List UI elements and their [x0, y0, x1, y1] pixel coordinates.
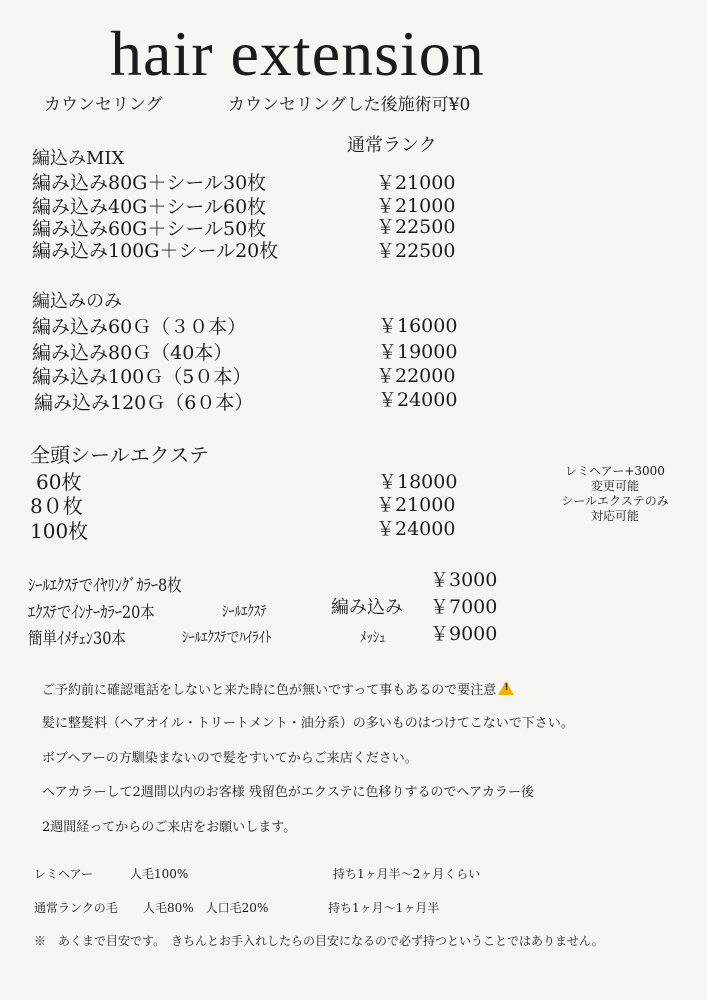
menu-item-name: 編み込み60G＋シール50枚: [32, 218, 267, 240]
menu-item-price: ￥21000: [376, 195, 456, 217]
section-heading-seal: 全頭シールエクステ: [30, 443, 209, 467]
menu-item-price: ￥19000: [378, 341, 458, 363]
menu-item-name: 編み込み100G＋シール20枚: [32, 240, 279, 262]
notice-line: 髪に整髪料（ヘアオイル・トリートメント・油分系）の多いものはつけてこないで下さい。: [42, 716, 574, 731]
menu-item-name: 編み込み80Ｇ（40本）: [32, 342, 233, 364]
notice-line: 2週間経ってからのご来店をお願いします。: [42, 820, 297, 835]
menu-item-price: ￥24000: [378, 389, 458, 411]
extra-item-name: ｴｸｽﾃでｲﾝﾅｰｶﾗｰ20本: [28, 603, 155, 623]
notice-line: ヘアカラーして2週間以内のお客様 残留色がエクステに色移りするのでヘアカラー後: [42, 785, 534, 800]
menu-item-price: ￥22000: [376, 365, 456, 387]
menu-item-name: 編み込み80G＋シール30枚: [32, 172, 267, 194]
menu-item-name: 編み込み120Ｇ（6０本）: [34, 392, 254, 414]
extra-item-sub2: 編み込み: [331, 597, 403, 618]
side-note: [540, 464, 690, 524]
menu-item-name: 編み込み40G＋シール60枚: [32, 196, 267, 218]
menu-item-price: ￥16000: [378, 315, 458, 337]
menu-item-price: ￥22500: [376, 216, 456, 238]
extra-item-name: 簡単ｲﾒﾁｪﾝ30本: [28, 629, 126, 649]
extra-item-sub: ｼｰﾙｴｸｽﾃ: [222, 602, 267, 620]
side-note-line: シールエクステのみ: [561, 494, 669, 508]
hair-type-duration: 持ち1ヶ月半〜2ヶ月くらい: [333, 867, 481, 881]
notice-line: ボブヘアーの方馴染まないので髪をすいてからご来店ください。: [42, 751, 418, 766]
hair-type-name: 通常ランクの毛: [34, 901, 118, 915]
counseling-text: カウンセリングした後施術可¥0: [228, 95, 471, 115]
rank-header: 通常ランク: [347, 135, 437, 156]
hair-type-duration: 持ち1ヶ月〜1ヶ月半: [328, 901, 440, 915]
notice-line: ご予約前に確認電話をしないと来た時に色が無いですって事もあるので要注意!: [42, 681, 514, 699]
menu-item-name: 編み込み60Ｇ（３０本）: [32, 316, 247, 338]
counseling-label: カウンセリング: [44, 95, 163, 115]
extra-item-name: ｼｰﾙｴｸｽﾃでｲﾔﾘﾝｸﾞｶﾗｰ8枚: [28, 576, 182, 596]
section-heading-braid: 編込みのみ: [32, 291, 122, 312]
menu-item-price: ￥21000: [376, 494, 456, 516]
menu-item-price: ￥21000: [376, 172, 456, 194]
extra-item-sub2: ﾒｯｼｭ: [360, 628, 386, 646]
menu-item-name: 100枚: [30, 519, 89, 543]
extra-item-price: ￥3000: [430, 569, 498, 591]
footnote: ※ あくまで目安です。 きちんとお手入れしたらの目安になるので必ず持つということではありません。: [34, 934, 604, 948]
extra-item-price: ￥7000: [430, 596, 498, 618]
menu-item-price: ￥22500: [376, 240, 456, 262]
menu-item-name: 8０枚: [30, 494, 83, 518]
menu-item-name: 60枚: [36, 470, 82, 494]
menu-item-price: ￥24000: [376, 518, 456, 540]
hair-type-name: レミヘアー: [34, 867, 94, 881]
menu-item-name: 編み込み100Ｇ（5０本）: [32, 366, 252, 388]
extra-item-price: ￥9000: [430, 623, 498, 645]
side-note-line: 変更可能: [590, 479, 639, 493]
hair-type-desc: 人毛100%: [130, 867, 189, 881]
extra-item-sub: ｼｰﾙｴｸｽﾃでﾊｲﾗｲﾄ: [182, 628, 272, 646]
side-note-line: 対応可能: [590, 509, 639, 523]
page-title: hair extension: [110, 18, 485, 89]
menu-item-price: ￥18000: [378, 471, 458, 493]
section-heading-mix: 編込みMIX: [32, 148, 125, 169]
hair-type-desc: 人毛80% 人口毛20%: [143, 901, 269, 915]
side-note-line: レミヘアー+3000: [565, 464, 665, 478]
warning-icon: [498, 681, 514, 695]
